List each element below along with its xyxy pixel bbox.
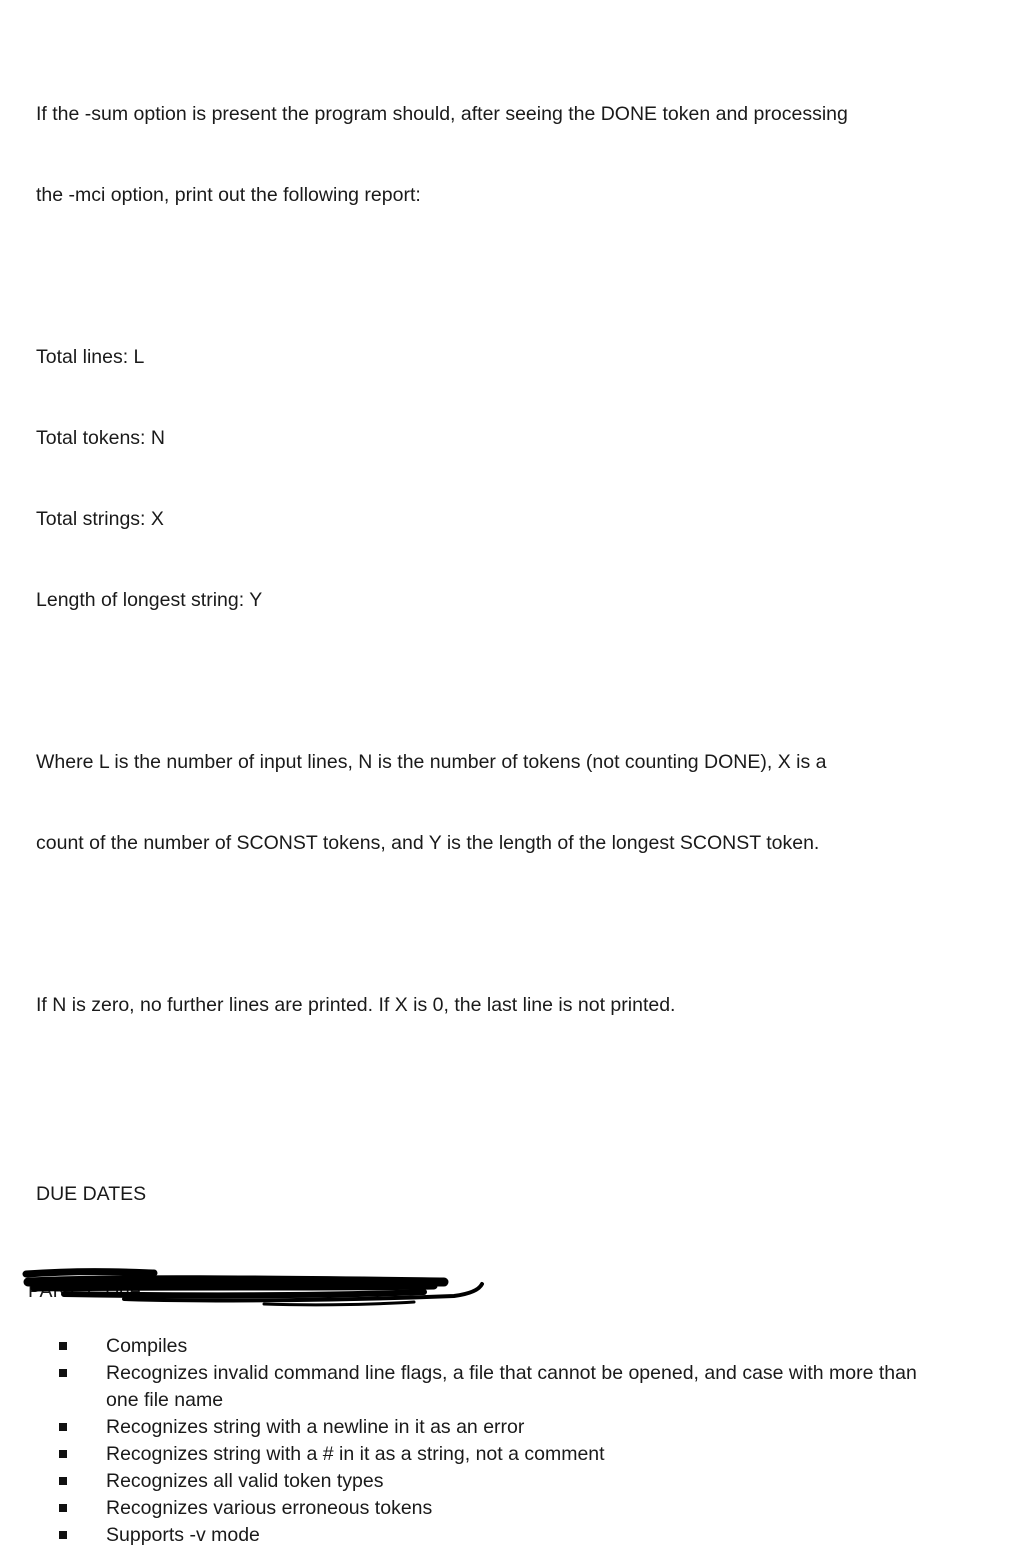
list-item [36,1468,936,1495]
spacer [36,911,996,938]
due-dates-heading-text: DUE DATES [36,1183,147,1205]
bullet-square-icon [59,1504,67,1512]
list-item [36,1333,936,1360]
spacer [36,668,996,695]
report-longest-string: Length of longest string: Y [36,589,263,611]
redacted-due-date-line [28,1268,996,1328]
document-body [28,47,996,1549]
list-item-text: Recognizes invalid command line flags, a file that cannot be opened, and case with more than one file name [106,1362,917,1411]
list-item [36,1495,936,1522]
report-format [36,290,996,668]
bullet-square-icon [59,1477,67,1485]
list-item-text: Recognizes various erroneous tokens [106,1497,433,1519]
list-item [36,1414,936,1441]
explanation-paragraph [36,695,996,911]
list-item-text: Recognizes string with a # in it as a string, not a comment [106,1443,605,1465]
intro-line-2: the -mci option, print out the following report: [36,184,421,206]
list-item [36,1522,936,1549]
report-total-lines: Total lines: L [36,346,145,368]
spacer [36,263,996,290]
list-item-text: Supports -v mode [106,1524,260,1546]
redaction-scribble [24,1266,494,1326]
report-total-strings: Total strings: X [36,508,164,530]
explanation-line-1: Where L is the number of input lines, N is the number of tokens (not counting DONE), X is a [36,751,827,773]
bullet-square-icon [59,1450,67,1458]
due-dates-heading [36,1127,996,1262]
bullet-square-icon [59,1423,67,1431]
bullet-square-icon [59,1531,67,1539]
bullet-square-icon [59,1369,67,1377]
intro-line-1: If the -sum option is present the program should, after seeing the DONE token and processing [36,103,848,125]
note-paragraph [36,938,996,1073]
intro-paragraph [36,47,996,263]
list-item-text: Recognizes string with a newline in it as an error [106,1416,525,1438]
spacer [36,1073,996,1127]
requirements-list [36,1333,996,1549]
redacted-text-fragment: PART 1: Due [28,1280,141,1302]
list-item [36,1360,936,1414]
bullet-square-icon [59,1342,67,1350]
explanation-line-2: count of the number of SCONST tokens, and Y is the length of the longest SCONST token. [36,832,820,854]
list-item-text: Compiles [106,1335,188,1357]
list-item-text: Recognizes all valid token types [106,1470,384,1492]
list-item [36,1441,936,1468]
report-total-tokens: Total tokens: N [36,427,165,449]
note-line: If N is zero, no further lines are printed. If X is 0, the last line is not printed. [36,994,676,1016]
